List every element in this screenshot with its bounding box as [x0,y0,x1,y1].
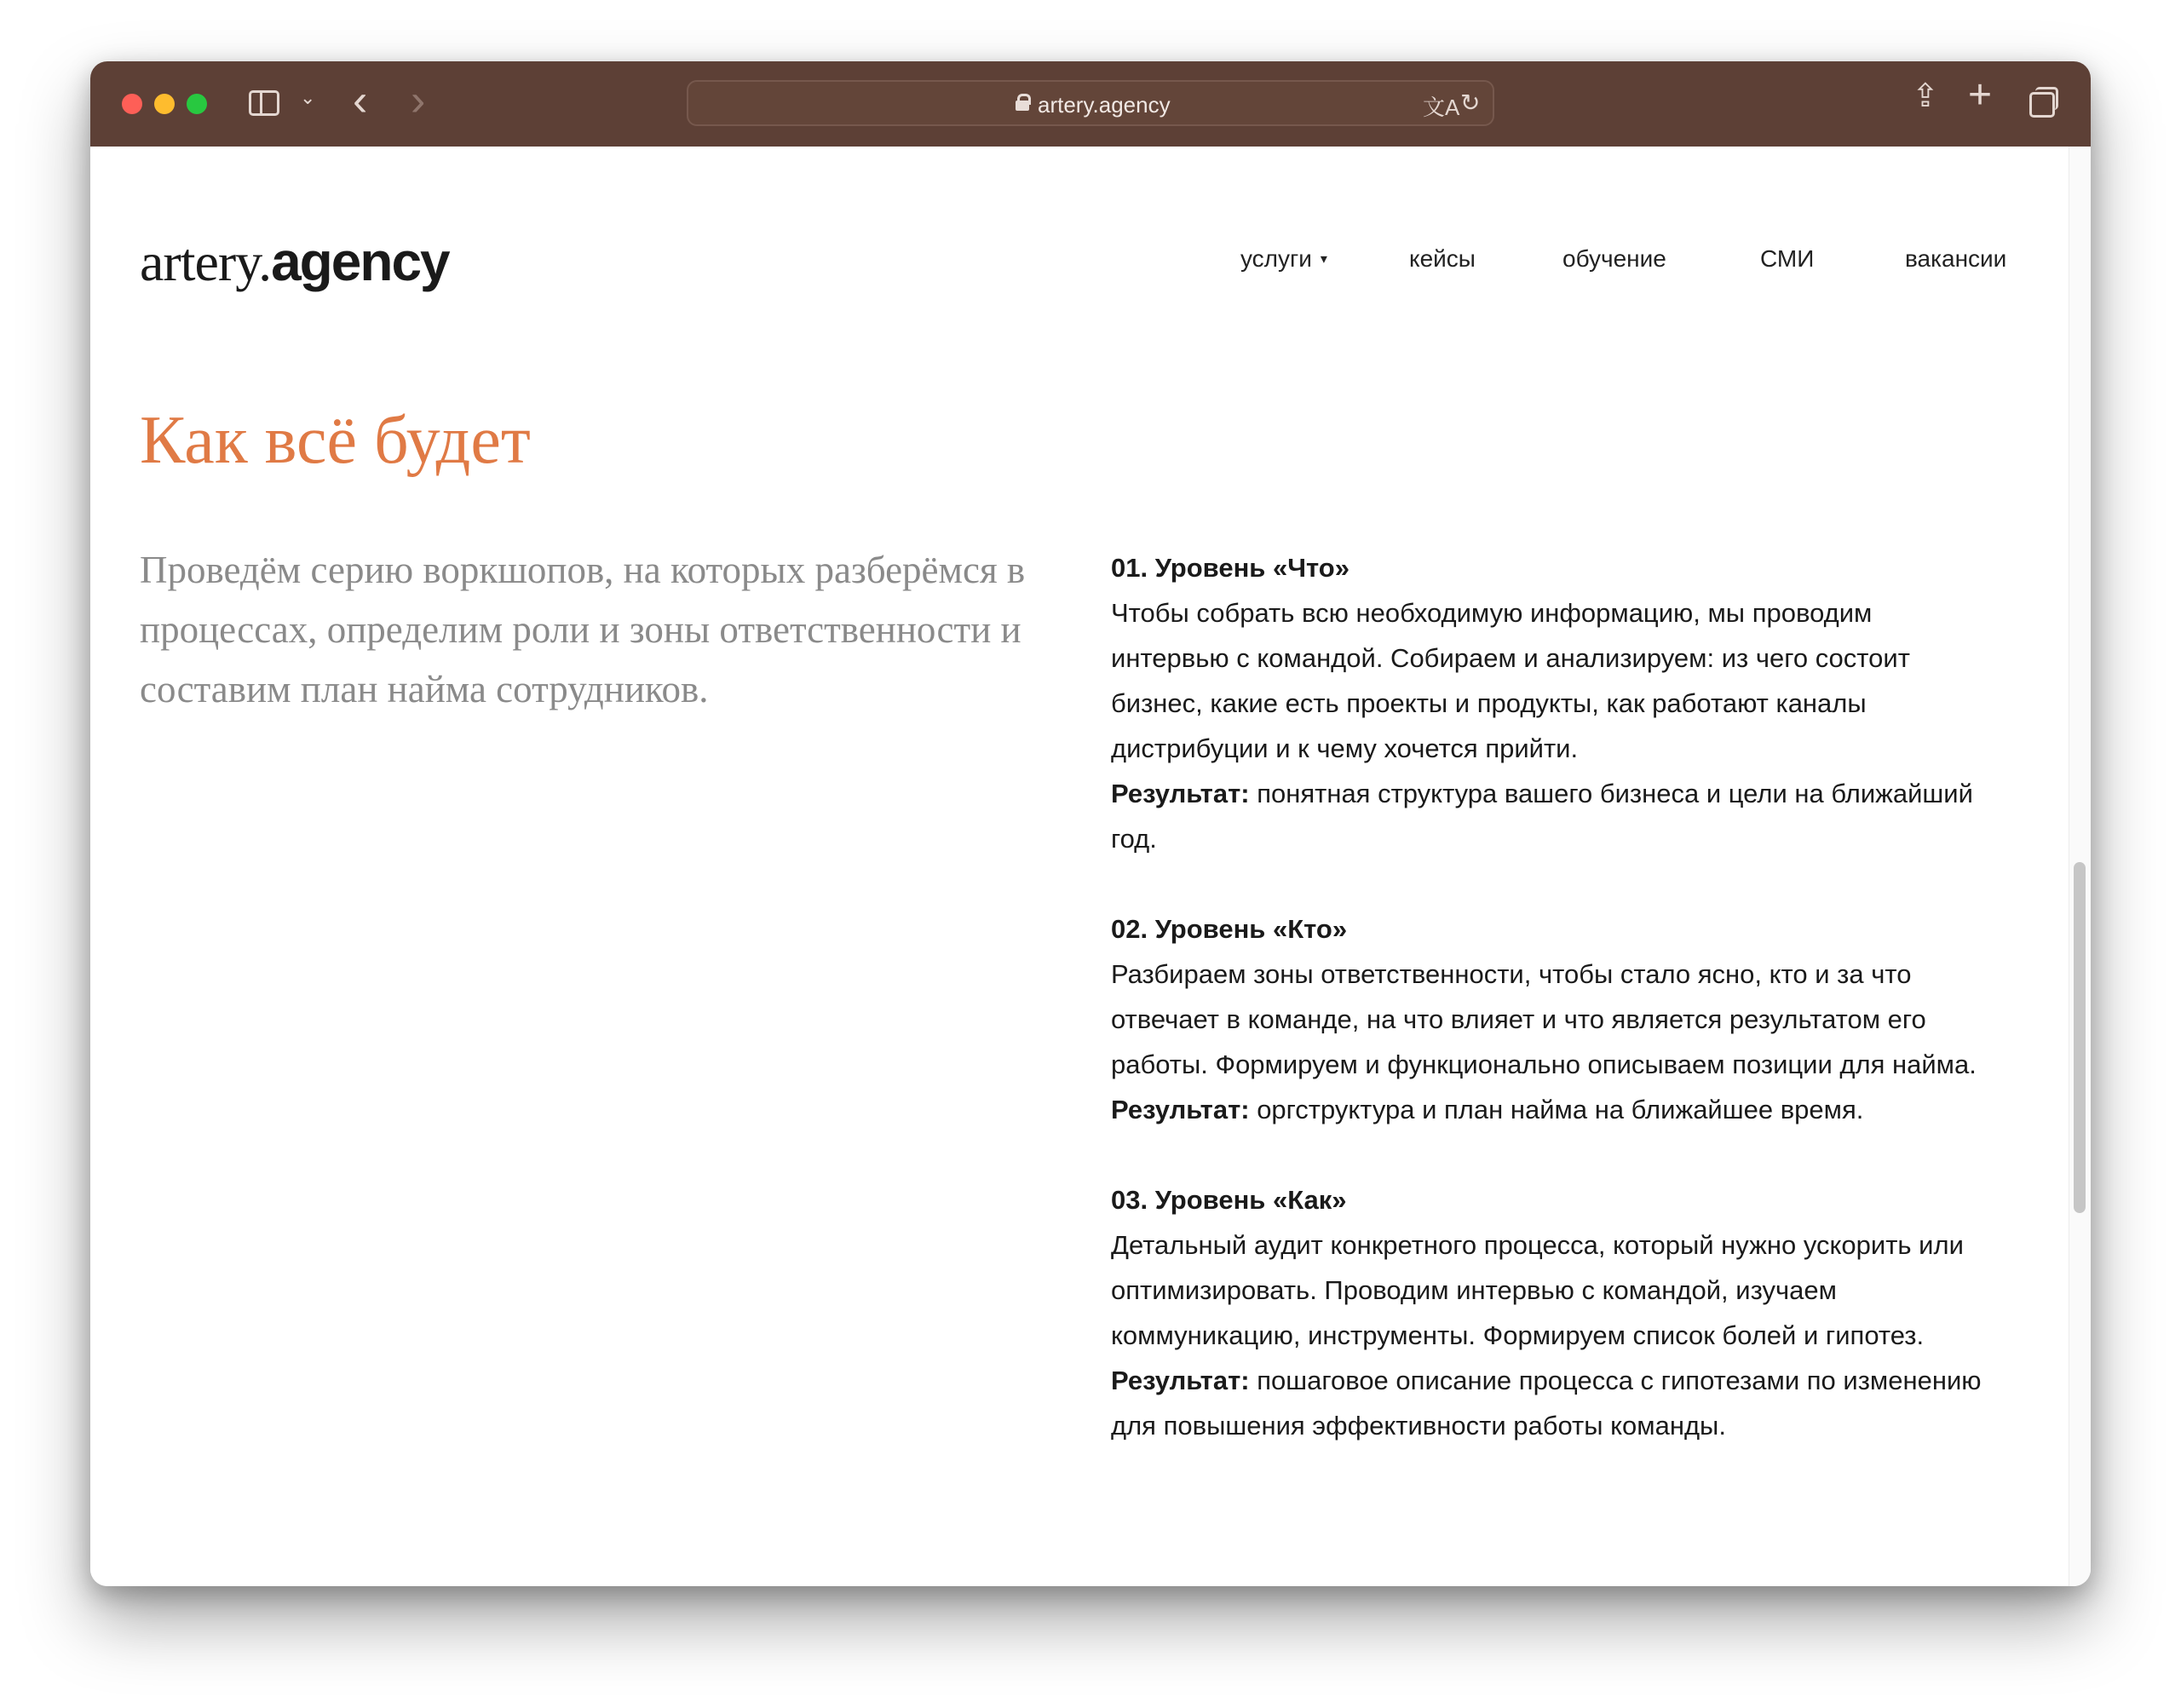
result-text: пошаговое описание процесса с гипотезами по изменению для повышения эффективности работы команды. [1111,1366,1982,1441]
step-title: 02. Уровень «Кто» [1111,914,1348,944]
browser-toolbar [90,61,2091,147]
result-text: понятная структура вашего бизнеса и цели на ближайший год. [1111,779,1973,854]
browser-window [90,61,2091,1586]
step-item [1111,1177,1988,1448]
maximize-window-button[interactable] [187,94,207,114]
step-item [1111,545,1988,861]
chevron-down-icon[interactable]: ⌄ [300,87,316,108]
step-text: Разбираем зоны ответственности, чтобы стало ясно, кто и за что отвечает в команде, на что влияет и что является результатом его работы. Формируем и функционально описываем позиции для найма. [1111,959,1977,1079]
nav-services-label: услуги [1240,245,1312,272]
sidebar-icon[interactable] [249,90,279,116]
caret-down-icon: ▾ [1320,252,1327,267]
nav-item-media[interactable]: СМИ [1760,245,1815,272]
logo-part-agency: agency [271,231,449,292]
result-label: Результат: [1111,779,1250,808]
scrollbar-track[interactable] [2069,147,2091,1586]
reload-icon[interactable]: ↻ [1460,89,1481,116]
lock-icon [1016,94,1029,111]
result-label: Результат: [1111,1366,1250,1395]
step-title: 01. Уровень «Что» [1111,553,1349,583]
tabs-overview-icon[interactable] [2029,87,2057,114]
step-result [1111,1087,1988,1132]
intro-paragraph: Проведём серию воркшопов, на которых разберёмся в процессах, определим роли и зоны ответственности и составим план найма сотрудников. [140,549,1026,710]
step-result [1111,1358,1988,1448]
step-result [1111,771,1988,861]
result-text: оргструктура и план найма на ближайшее время. [1249,1095,1864,1124]
result-label: Результат: [1111,1095,1250,1124]
new-tab-icon[interactable]: + [1968,72,1993,118]
step-text: Чтобы собрать всю необходимую информацию, мы проводим интервью с командой. Собираем и анализируем: из чего состоит бизнес, какие есть проекты и продукты, как работают каналы дистрибуции и к чему хочется прийти. [1111,598,1910,763]
section-heading: Как всё будет [140,403,531,478]
web-page [90,147,2091,1586]
scrollbar-thumb[interactable] [2074,862,2086,1213]
nav-item-education[interactable]: обучение [1562,245,1666,272]
back-icon[interactable]: ‹ [353,76,368,125]
url-text[interactable]: artery.agency [1038,92,1171,118]
nav-item-cases[interactable]: кейсы [1409,245,1476,272]
steps-list [1111,545,1988,1493]
close-window-button[interactable] [122,94,142,114]
forward-icon[interactable]: › [411,76,426,125]
step-title: 03. Уровень «Как» [1111,1185,1347,1215]
nav-item-jobs[interactable]: вакансии [1905,245,2007,272]
step-item [1111,906,1988,1132]
minimize-window-button[interactable] [154,94,175,114]
logo-part-artery: artery. [140,232,272,292]
translate-icon[interactable]: 文A [1423,95,1460,120]
site-logo[interactable] [140,230,449,294]
step-text: Детальный аудит конкретного процесса, который нужно ускорить или оптимизировать. Проводим интервью с командой, изучаем коммуникацию, инструменты. Формируем список болей и гипотез. [1111,1230,1964,1350]
address-bar[interactable] [687,80,1494,126]
share-icon[interactable]: ⇪ [1912,78,1939,114]
nav-item-services[interactable] [1240,245,1327,273]
